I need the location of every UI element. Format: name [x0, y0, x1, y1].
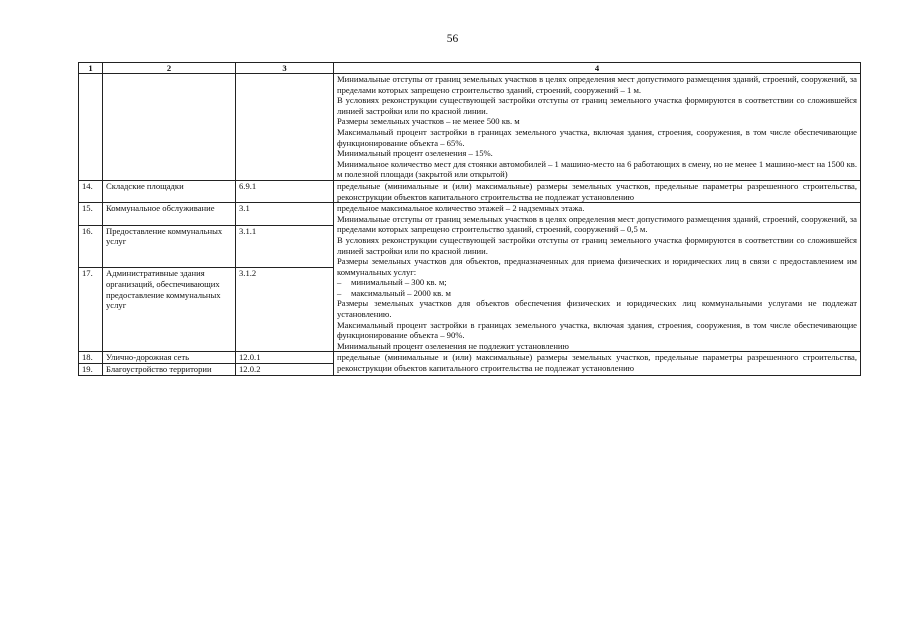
row-number: 14. — [79, 180, 103, 202]
cell-empty — [79, 74, 103, 181]
paragraph: Минимальные отступы от границ земельных участков в целях определения мест допустимого размещения зданий, строений, сооружений, за пределами которых запрещено строительство зданий, строений, сооружений – 0,5 м. — [337, 213, 857, 235]
header-col-2: 2 — [103, 63, 236, 74]
row-number: 16. — [79, 225, 103, 268]
row-number: 17. — [79, 268, 103, 352]
cell-empty — [103, 74, 236, 181]
cell-empty — [236, 74, 334, 181]
paragraph: Максимальный процент застройки в границах земельного участка, включая здания, строения, сооружения, в том числе обеспечивающие функционирование объекта – 65%. — [337, 126, 857, 148]
dash-marker: – — [337, 287, 342, 298]
regulation-text-cell — [334, 180, 861, 202]
regulations-table — [78, 62, 861, 376]
land-use-name: Коммунальное обслуживание — [103, 203, 236, 225]
paragraph: Минимальный процент озеленения не подлежит установлению — [337, 340, 569, 351]
regulation-text-cell — [334, 352, 861, 375]
land-use-code: 12.0.1 — [236, 352, 334, 364]
land-use-name: Улично-дорожная сеть — [103, 352, 236, 364]
row-number: 18. — [79, 352, 103, 364]
paragraph: предельные (минимальные и (или) максимальные) размеры земельных участков, предельные параметры разрешенного строительства, реконструкции объектов капитального строительства не подлежат установлению — [337, 180, 857, 202]
dash-marker: – — [337, 277, 342, 288]
paragraph: В условиях реконструкции существующей застройки отступы от границ земельного участка формируются в соответствии со сложившейся линией застройки или по красной линии. — [337, 95, 857, 116]
paragraph: предельные (минимальные и (или) максимальные) размеры земельных участков, предельные параметры разрешенного строительства, реконструкции объектов капитального строительства не подлежат установлению — [337, 352, 857, 374]
table-row — [79, 352, 861, 364]
paragraph: Размеры земельных участков для объектов обеспечения физических и юридических лиц коммунальными услугами не подлежат установлению. — [337, 298, 857, 320]
table-row-continuation — [79, 74, 861, 181]
paragraph: Минимальные отступы от границ земельных участков в целях определения мест допустимого размещения зданий, строений, сооружений, за пределами которых запрещено строительство зданий, строений, сооружений – 1 м. — [337, 74, 857, 95]
paragraph: Максимальный процент застройки в границах земельного участка, включая здания, строения, сооружения, в том числе обеспечивающие функционирование объекта – 90%. — [337, 319, 857, 341]
land-use-code: 12.0.2 — [236, 364, 334, 376]
paragraph: Минимальное количество мест для стоянки автомобилей – 1 машино-место на 6 работающих в смену, но не менее 1 машино-мест на 1500 кв. м полезной площади (закрытой или открытой) — [337, 158, 857, 180]
header-col-4: 4 — [334, 63, 861, 74]
land-use-name: Административные здания организаций, обеспечивающих предоставление коммунальных услуг — [103, 268, 236, 352]
land-use-name: Складские площадки — [103, 180, 236, 202]
paragraph: Минимальный процент озеленения – 15%. — [337, 148, 493, 159]
list-item — [337, 288, 857, 299]
row-number: 19. — [79, 364, 103, 376]
paragraph: В условиях реконструкции существующей застройки отступы от границ земельного участка формируются в соответствии со сложившейся линией застройки или по красной линии. — [337, 234, 857, 256]
list-item-text: максимальный – 2000 кв. м — [351, 287, 451, 298]
land-use-code: 3.1 — [236, 203, 334, 225]
paragraph: Размеры земельных участков – не менее 500 кв. м — [337, 116, 520, 127]
row-number: 15. — [79, 203, 103, 225]
list-item — [337, 277, 857, 288]
land-use-code: 3.1.2 — [236, 268, 334, 352]
land-use-name: Предоставление коммунальных услуг — [103, 225, 236, 268]
regulation-text-cell — [334, 203, 861, 352]
paragraph: Размеры земельных участков для объектов, предназначенных для приема физических и юридических лиц в связи с предоставлением им коммунальных услуг: — [337, 256, 857, 277]
land-use-code: 3.1.1 — [236, 225, 334, 268]
land-use-name: Благоустройство территории — [103, 364, 236, 376]
paragraph: предельное максимальное количество этажей – 2 надземных этажа. — [337, 203, 585, 214]
table-row — [79, 203, 861, 225]
header-col-1: 1 — [79, 63, 103, 74]
regulation-text-cell — [334, 74, 861, 181]
table-header-row — [79, 63, 861, 74]
list-item-text: минимальный – 300 кв. м; — [351, 277, 447, 288]
land-use-code: 6.9.1 — [236, 180, 334, 202]
table-row — [79, 180, 861, 202]
page-number: 56 — [446, 33, 459, 45]
header-col-3: 3 — [236, 63, 334, 74]
